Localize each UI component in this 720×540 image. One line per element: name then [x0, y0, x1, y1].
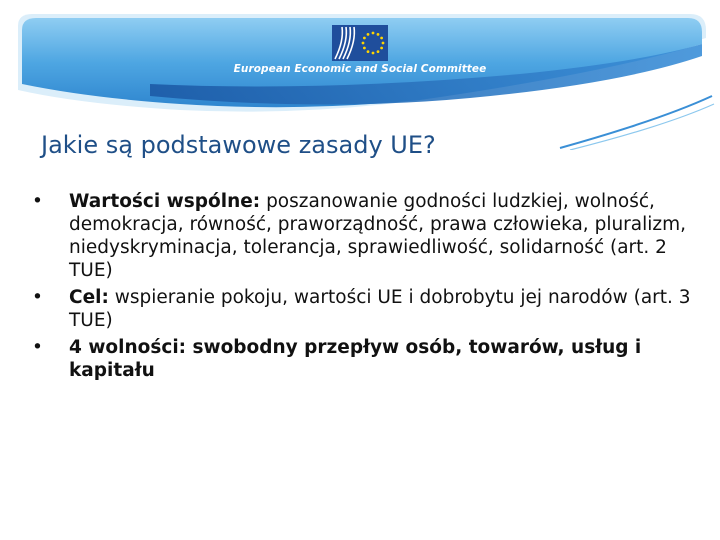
bullet-marker: • — [32, 287, 43, 308]
bullet-list — [30, 190, 700, 386]
bullet-label: Wartości wspólne: — [69, 191, 261, 212]
bullet-marker: • — [32, 191, 43, 212]
bullet-marker: • — [32, 337, 43, 358]
slide-title: Jakie są podstawowe zasady UE? — [41, 131, 436, 159]
bullet-item-values — [30, 190, 700, 282]
bullet-label: Cel: — [69, 287, 109, 308]
header-banner — [0, 0, 720, 150]
organization-name: European Economic and Social Committee — [233, 63, 487, 75]
bullet-text: poszanowanie godności ludzkiej, wolność, demokracja, równość, praworządność, prawa człowieka, pluralizm, niedyskryminacja, tolerancja, sprawiedliwość, solidarność (art. 2 TUE) — [69, 191, 687, 281]
bullet-text: wspieranie pokoju, wartości UE i dobrobytu jej narodów (art. 3 TUE) — [69, 287, 691, 331]
bullet-label: 4 wolności: swobodny przepływ osób, towarów, usług i kapitału — [69, 337, 642, 381]
bullet-item-freedoms — [30, 336, 700, 382]
bullet-item-goal — [30, 286, 700, 332]
eesc-logo — [332, 25, 388, 61]
